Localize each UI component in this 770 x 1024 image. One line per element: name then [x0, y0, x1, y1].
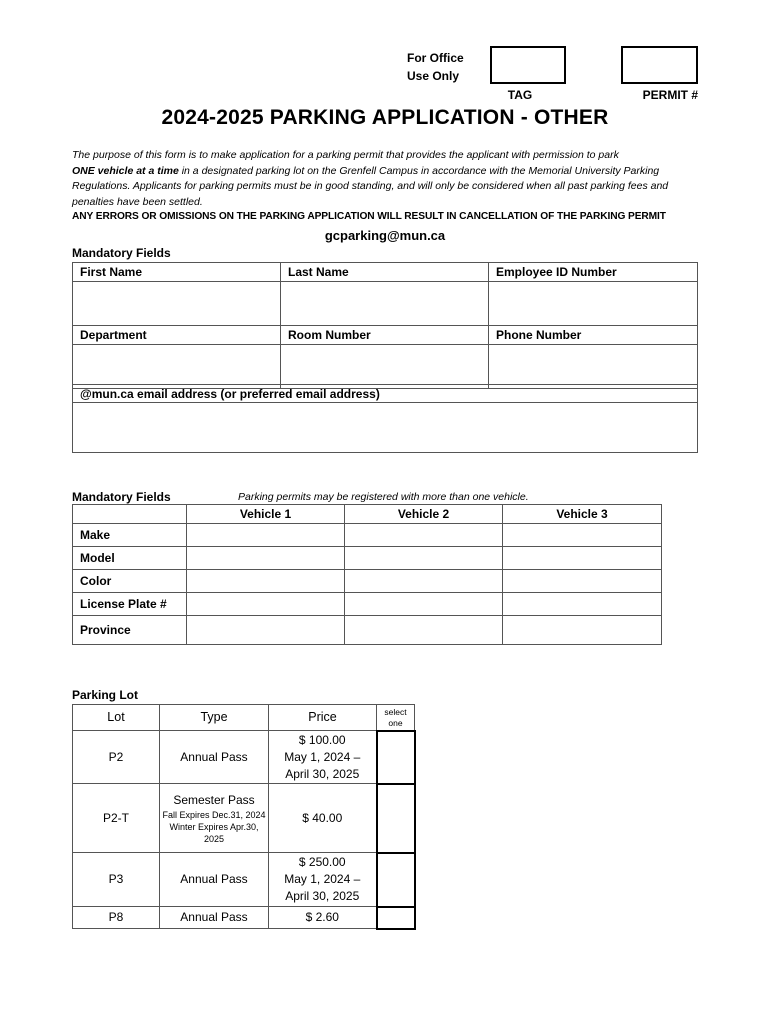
price-amount: $ 100.00: [298, 732, 346, 747]
intro-text-2: in a designated parking lot on the Grenfell Campus in accordance with the Memorial University Parking Regulations. Applicants for parking permits must be in good standing, and will only be considered when all past parking fees and penalties have been settled.: [72, 164, 669, 208]
contact-email: gcparking@mun.ca: [324, 228, 446, 243]
model-label: Model: [73, 547, 187, 570]
intro-bold-text: ONE vehicle at a time: [72, 164, 179, 177]
personal-info-table: [72, 262, 698, 389]
price-cell: $ 40.00: [269, 784, 377, 853]
department-field[interactable]: [73, 345, 281, 389]
province-field-3[interactable]: [503, 616, 662, 645]
first-name-label: First Name: [73, 263, 281, 282]
province-field-1[interactable]: [187, 616, 345, 645]
email-table: [72, 384, 698, 453]
first-name-field[interactable]: [73, 282, 281, 326]
province-label: Province: [73, 616, 187, 645]
model-field-1[interactable]: [187, 547, 345, 570]
select-box-p2t[interactable]: [377, 784, 415, 853]
price-header: Price: [269, 705, 377, 731]
model-field-3[interactable]: [503, 547, 662, 570]
employee-id-field[interactable]: [489, 282, 698, 326]
lot-header: Lot: [73, 705, 160, 731]
parking-lot-label: Parking Lot: [72, 688, 139, 702]
make-field-1[interactable]: [187, 524, 345, 547]
email-field[interactable]: [73, 403, 698, 453]
province-field-2[interactable]: [345, 616, 503, 645]
price-start: May 1, 2024 –: [284, 749, 361, 764]
department-label: Department: [73, 326, 281, 345]
intro-text-1: The purpose of this form is to make application for a parking permit that provides the applicant with permission to park: [72, 149, 619, 161]
color-label: Color: [73, 570, 187, 593]
employee-id-label: Employee ID Number: [489, 263, 698, 282]
permit-box: [621, 46, 698, 84]
price-cell: [269, 731, 377, 784]
vehicle-corner-cell: [73, 505, 187, 524]
select-box-p3[interactable]: [377, 853, 415, 907]
vehicle-2-header: Vehicle 2: [345, 505, 503, 524]
type-name: Semester Pass: [173, 792, 255, 807]
fall-expiry-note: Fall Expires Dec.31, 2024: [162, 809, 266, 820]
price-start: May 1, 2024 –: [284, 872, 361, 886]
select-one-header: [377, 705, 415, 731]
type-cell: [160, 784, 269, 853]
vehicle-1-header: Vehicle 1: [187, 505, 345, 524]
last-name-field[interactable]: [281, 282, 489, 326]
lot-row-p2: [73, 731, 415, 784]
make-field-2[interactable]: [345, 524, 503, 547]
lot-cell: P8: [73, 907, 160, 929]
lot-row-p3: [73, 853, 415, 907]
page-title: 2024-2025 PARKING APPLICATION - OTHER: [161, 106, 609, 129]
last-name-label: Last Name: [281, 263, 489, 282]
license-plate-field-1[interactable]: [187, 593, 345, 616]
price-end: April 30, 2025: [285, 766, 360, 781]
vehicle-3-header: Vehicle 3: [503, 505, 662, 524]
permit-label: PERMIT #: [642, 88, 698, 102]
select-header-line1: select: [384, 707, 407, 717]
select-header-line2: one: [388, 718, 403, 728]
color-field-1[interactable]: [187, 570, 345, 593]
select-box-p8[interactable]: [377, 907, 415, 929]
vehicle-mandatory-label: Mandatory Fields: [72, 490, 171, 504]
make-label: Make: [73, 524, 187, 547]
type-cell: Annual Pass: [160, 853, 269, 907]
lot-cell: P2: [73, 731, 160, 784]
warning-text: ANY ERRORS OR OMISSIONS ON THE PARKING APPLICATION WILL RESULT IN CANCELLATION OF THE PARKING PERMIT: [72, 211, 666, 222]
office-use-line2: Use Only: [407, 69, 460, 83]
price-cell: [269, 853, 377, 907]
license-plate-field-3[interactable]: [503, 593, 662, 616]
winter-expiry-note: Winter Expires Apr.30, 2025: [169, 821, 259, 844]
lot-row-p8: [73, 907, 415, 929]
office-use-line1: For Office: [407, 51, 464, 65]
type-cell: Annual Pass: [160, 907, 269, 929]
color-field-2[interactable]: [345, 570, 503, 593]
vehicle-table: [72, 504, 662, 645]
type-header: Type: [160, 705, 269, 731]
price-cell: $ 2.60: [269, 907, 377, 929]
select-box-p2[interactable]: [377, 731, 415, 784]
lot-cell: P3: [73, 853, 160, 907]
room-number-field[interactable]: [281, 345, 489, 389]
phone-number-label: Phone Number: [489, 326, 698, 345]
tag-label: TAG: [507, 88, 533, 102]
license-plate-label: License Plate #: [73, 593, 187, 616]
tag-box: [490, 46, 566, 84]
room-number-label: Room Number: [281, 326, 489, 345]
price-amount: $ 250.00: [298, 855, 346, 869]
vehicle-note: Parking permits may be registered with more than one vehicle.: [238, 491, 529, 503]
make-field-3[interactable]: [503, 524, 662, 547]
phone-number-field[interactable]: [489, 345, 698, 389]
license-plate-field-2[interactable]: [345, 593, 503, 616]
intro-paragraph: [72, 148, 698, 210]
color-field-3[interactable]: [503, 570, 662, 593]
email-label: @mun.ca email address (or preferred email address): [73, 385, 698, 403]
office-use-label: [407, 49, 464, 85]
model-field-2[interactable]: [345, 547, 503, 570]
price-end: April 30, 2025: [285, 889, 360, 903]
lot-row-p2t: [73, 784, 415, 853]
parking-lot-table: [72, 704, 416, 930]
type-cell: Annual Pass: [160, 731, 269, 784]
lot-cell: P2-T: [73, 784, 160, 853]
mandatory-fields-label: Mandatory Fields: [72, 246, 171, 260]
